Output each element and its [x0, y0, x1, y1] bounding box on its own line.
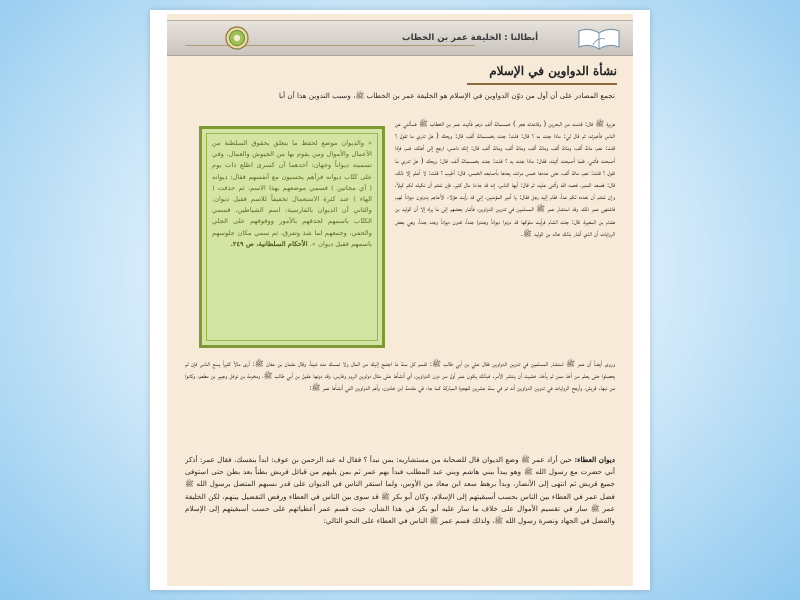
- book-page: [167, 14, 633, 586]
- sidebar-quote: [212, 138, 372, 250]
- right-column-paragraph: هريرة ﷺ قال: قدمت من البحرين ( وقاعدته هجر ) خمسمائة ألف درهم فأتيت عمر بن الخطاب ﷺ فسألني عن الناس فأخبرته، ثم قال لي: ماذا جئت به ؟ قال: قلت: جئت بخمسمائة ألف، قال: ويحك ( هل تدري ما تقول ؟ قلت: نعم، مائة ألف، ومائة ألف، ومائة ألف، ومائة ألف، ومائة ألف، قال: إنك ناعس، ارجع إلى أهلك، فنم، فإذا أصبحت فأتني، فلما أصبحت أتيته، فقال: ماذا جئت به ؟ قلت: جئت بخمسمائة ألف، قال: ويحك ( هل تدري ما تقول ؟ قلت: نعم، مائة ألف، حتى عددها خمس مرات، يعدها بأصابعه الخمس، قال: أطيب ؟ قلت: لا أعلم إلا ذلك، قال: فصعد المنبر، فحمد الله وأثنى عليه، ثم قال: أيها الناس، إنه قد جاءنا مال كثير، فإن شئتم أن نكيله لكم كيلاً، وإن شئتم أن نعدده لكم عداً، فقام إليه رجل فقال: يا أمير المؤمنين، إني قد رأيت هؤلاء الأعاجم يدونون ديواناً لهم، فاشتهى عمر ذلك، وقد استشار عمر ﷺ المسلمين في تدوين الدواوين، فأشار بعضهم إلى ما يراه إلا أن الوليد بن هشام بن المغيرة، قال: جئت الشام فرأيت ملوكها قد دونوا ديواناً وجندوا جنداً، فدون ديواناً وجند جنداً، وهي بعض الروايات أن الذي أشار بذلك خالد بن الوليد ﷺ.: [395, 119, 615, 238]
- intro-paragraph: تجمع المصادر على أن أول من دوّن الدواوين في الإسلام هو الخليفة عمر بن الخطاب ﷺ، وسبب التدوين هذا أن أبا: [278, 91, 615, 100]
- sidebar-inner-frame: [206, 133, 378, 341]
- sidebar-citation: الأحكام السلطانية، ص ٢٤٩.: [230, 239, 308, 248]
- page-header-band: [167, 20, 633, 56]
- sidebar-quote-text: « والديوان موضع لحفظ ما يتعلق بحقوق السلطنة من الأعمال والأموال ومن يقوم بها من الجيوش والعمال، وفي تسميته ديواناً وجهان: أحدهما أن كسرى اطلع ذات يوم على كتّاب ديوانه فرآهم يحسبون مع أنفسهم فقال: ديوانه ( أي مجانين ) فسمي موضعهم بهذا الاسم، ثم حذفت ( الهاء ) عند كثرة الاستعمال تخفيفاً للاسم فقيل ديوان. والثاني أن الديوان بالفارسية: اسم الشياطين، فسمي الكتّاب باسمهم لحذقهم بالأمور ووقوفهم على الجلي والخفي، وجمعهم لما شذ وتفرق، ثم سمي مكان جلوسهم باسمهم فقيل ديوان ».: [212, 139, 372, 248]
- running-title: أبطالنا : الخليفة عمر بن الخطاب: [402, 33, 538, 43]
- heading-underline: [467, 83, 617, 85]
- seal-icon: [225, 26, 249, 50]
- diwan-ata-title: ديوان العطاء:: [574, 455, 615, 464]
- open-book-icon: [575, 23, 623, 53]
- diwan-ata-paragraph: [185, 454, 615, 582]
- diwan-ata-text: حين أراد عمر ﷺ وضع الديوان قال للصحابة من مستشاريه: بمن نبدأ ؟ فقال له عبد الرحمن بن عوف: ابدأ بنفسك، فقال عمر: أذكر أني حضرت مع رسول الله ﷺ وهو يبدأ ببني هاشم وبني عبد المطلب فبدأ بهم عمر ثم بمن يليهم من قبائل قريش بطناً بعد بطن حتى استوفى جميع قريش ثم انتهى إلى الأنصار، وبدأ برهط سعد ابن معاذ من الأوس، ولما استقر الناس في الديوان على قدر نسبهم المتصل برسول الله ﷺ فضل عمر في العطاء بين الناس بحسب أسبقيتهم إلى الإسلام، وكان أبو بكر ﷺ قد سوى بين الناس في العطاء ورفض التفضيل بينهم، لكن الخليفة عمر ﷺ سار في تقسيم الأموال على خلاف ما سار عليه أبو بكر في هذا الشأن، حيث قسم عمر أعطياتهم على حسب أسبقيتهم إلى الإسلام والفضل في الجهاد ونصرة رسول الله ﷺ، ولذلك قسم عمر ﷺ الناس في العطاء على النحو التالي:: [185, 455, 615, 526]
- sidebar-box: [199, 126, 385, 348]
- consultation-paragraph: وروى أيضاً أن عمر ﷺ استشار المسلمين في تدوين الدواوين فقال علي بن أبي طالب ﷺ: تقسم كل سنة ما اجتمع إليك من المال ولا تمسك منه شيئاً، وقال عثمان بن عفان ﷺ: أرى مالاً كثيراً يسع الناس فإن لم يحصلوا حتى يعلم من أخذ ممن لم يأخذ، خشيت أن ينتشر الأمر. فبذلك يكون عمر أول من دون الدواوين، أي أنشأها على مثال دواوين الروم وفارس، وقد دونها عقيل بن أبي طالب ﷺ، ومخرمة بن نوفل وجبير بن مطعم، وكانوا من نبهاء قريش، وأرجح الروايات في تدوين الدواوين أنه تم في سنة عشرين للهجرة المباركة كما جاء في مقدمة ابن خلدون، وأهم الدواوين التي أنشأها عمر ﷺ:: [185, 359, 615, 393]
- section-heading: نشأة الدواوين في الإسلام: [489, 64, 617, 78]
